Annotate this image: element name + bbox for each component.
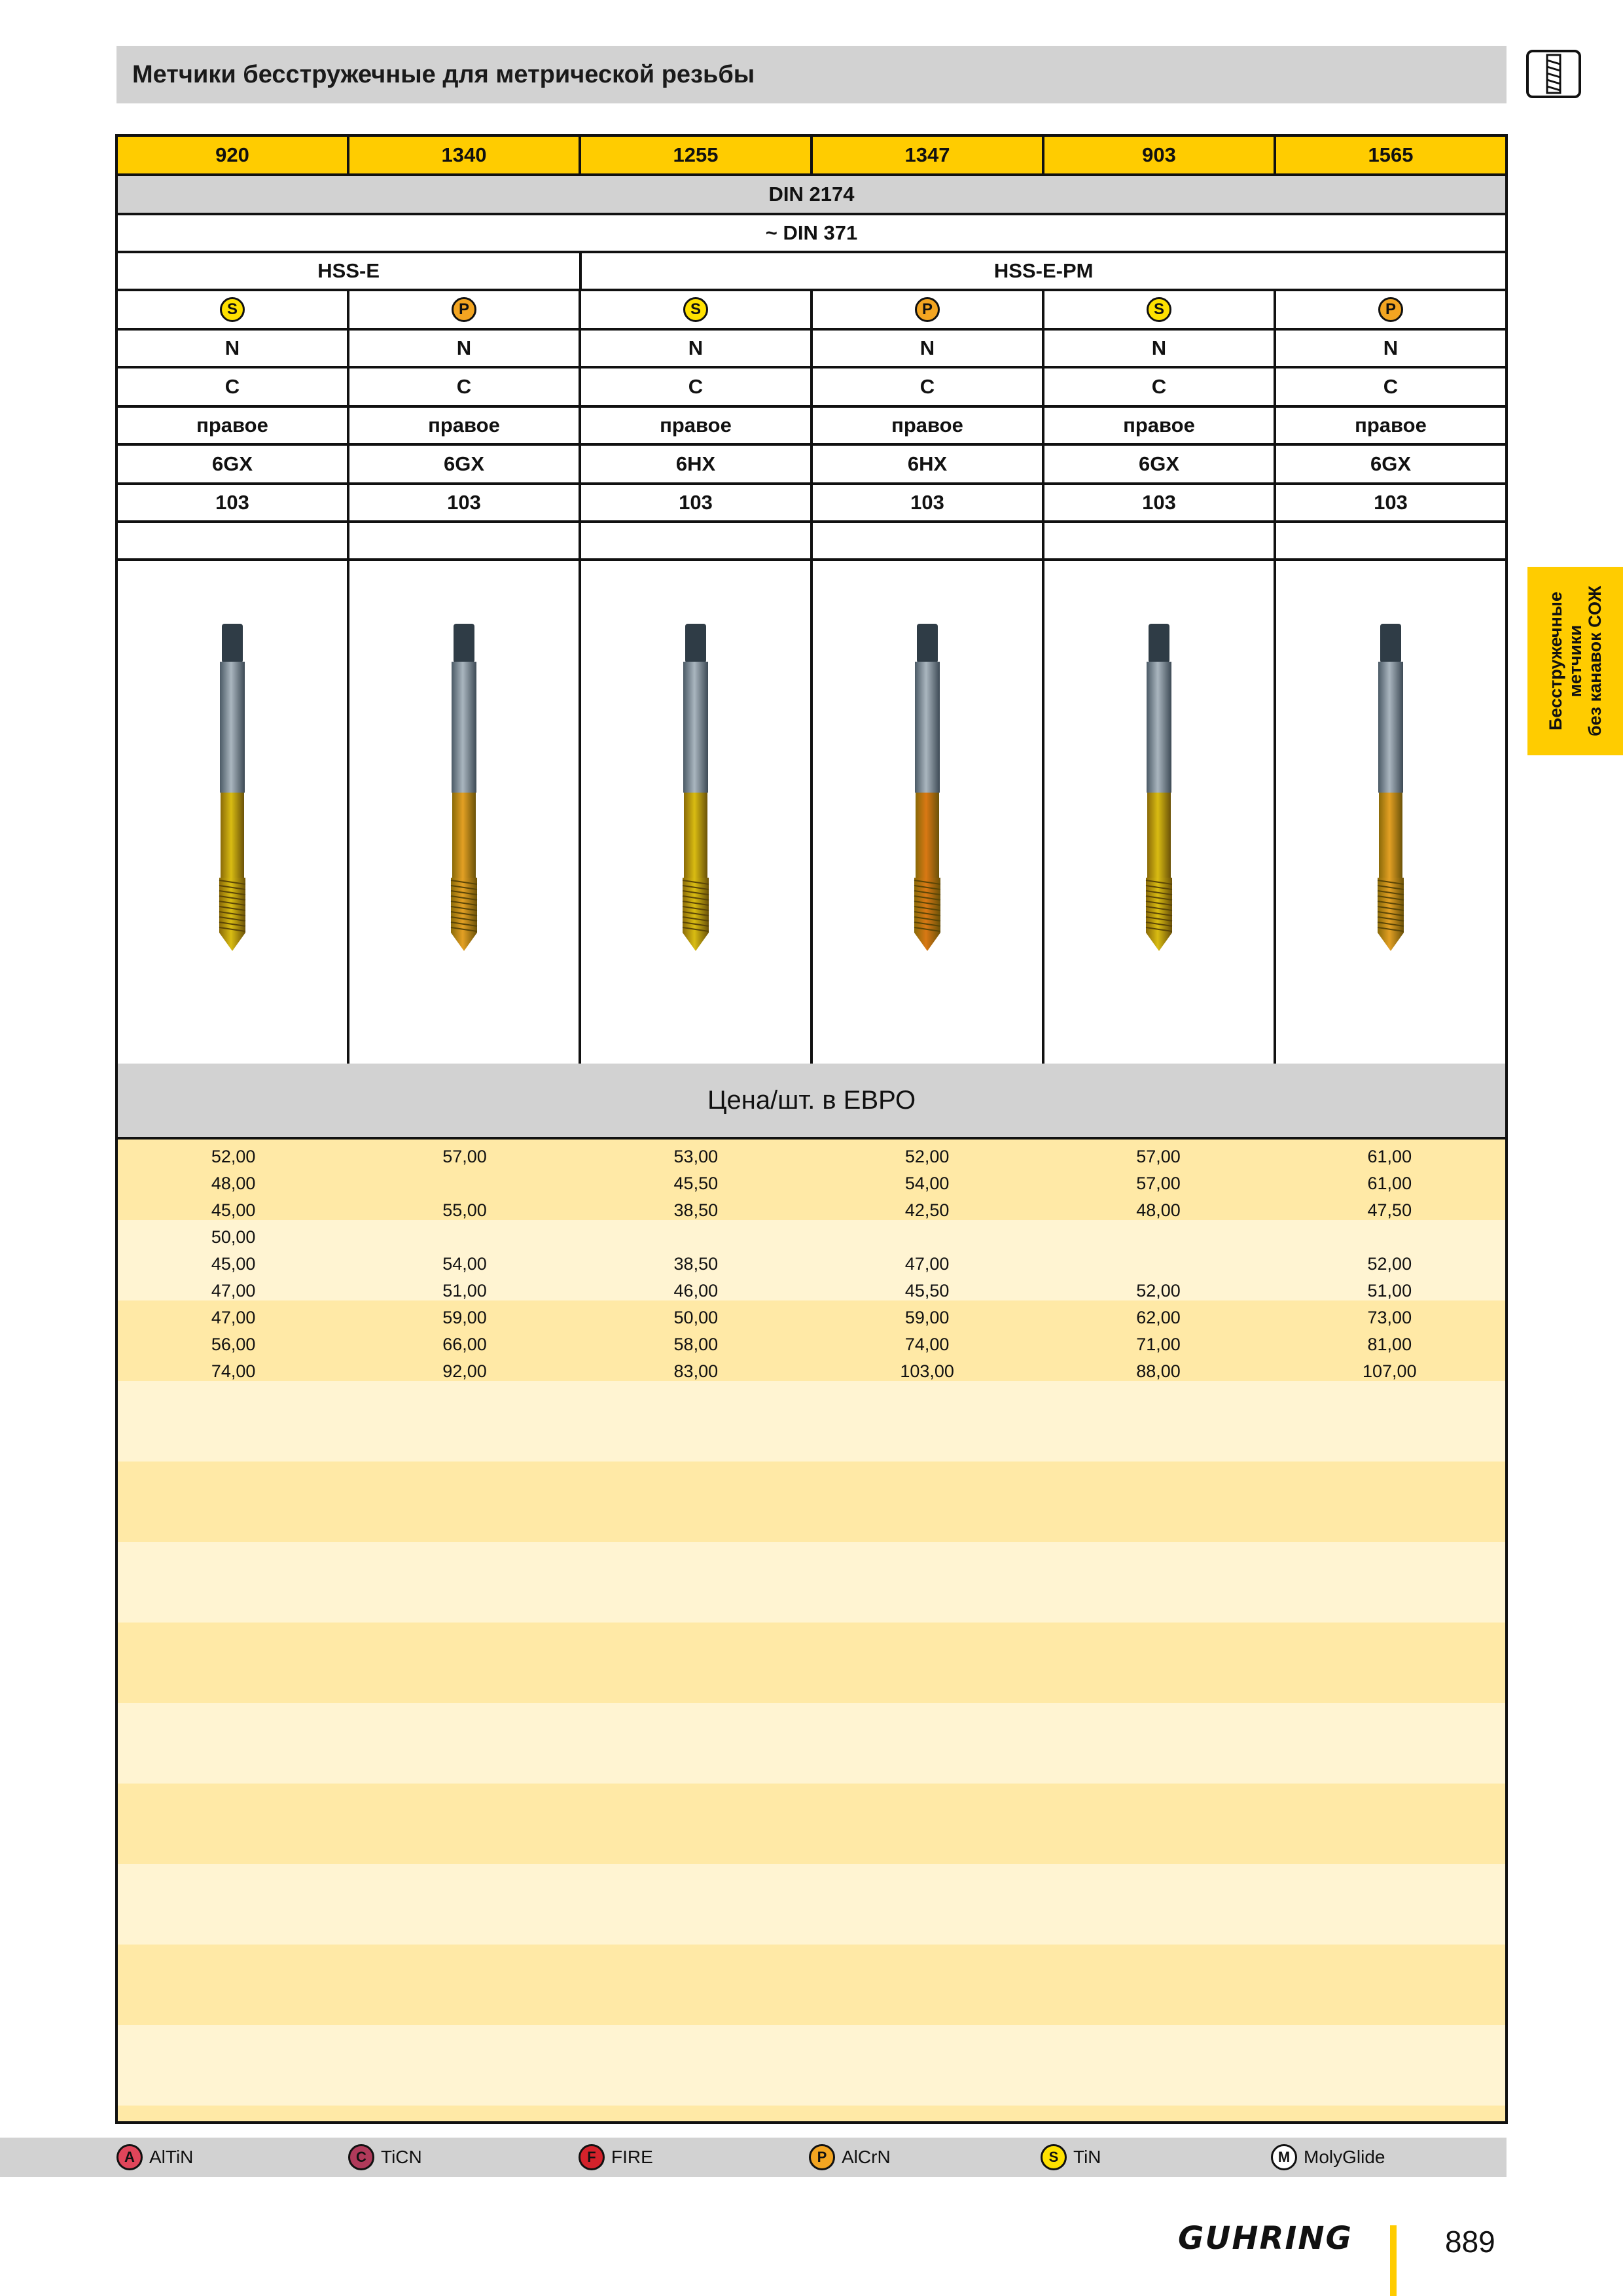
tool-type: N [118, 331, 349, 366]
legend-label: AlTiN [149, 2147, 194, 2167]
page-ref-link[interactable]: 103 [118, 485, 349, 520]
empty-cell [1044, 523, 1276, 558]
price-cell: 61,00 [1367, 1174, 1412, 1193]
price-cell [349, 1170, 580, 1197]
similar-standard-row [118, 215, 1505, 253]
price-cell: 45,00 [211, 1254, 256, 1274]
coating-badge-alcrn-icon: P [1378, 297, 1403, 322]
price-cell [580, 1224, 812, 1251]
section-tab-line: метчики [1565, 624, 1585, 698]
standard-row [118, 176, 1505, 215]
price-band [118, 1945, 1505, 2025]
price-band [118, 1623, 1505, 1703]
legend-label: TiCN [381, 2147, 422, 2167]
tap-tool-image [673, 624, 719, 951]
legend-item [348, 2141, 422, 2174]
price-cell: 107,00 [1363, 1361, 1417, 1381]
price-row [118, 1331, 1505, 1358]
price-cell: 54,00 [442, 1254, 487, 1274]
coating-molyglide-icon: M [1271, 2144, 1297, 2170]
tool-type: N [349, 331, 581, 366]
tolerance-value: 6GX [1370, 452, 1412, 475]
coating-badge-alcrn-icon: P [915, 297, 940, 322]
price-band [118, 2025, 1505, 2106]
direction-value: правое [1044, 408, 1276, 443]
coating-badge-tin-icon: S [220, 297, 245, 322]
legend-item [809, 2141, 891, 2174]
price-cell: 57,00 [1136, 1147, 1181, 1166]
page-number-rule [1390, 2225, 1397, 2296]
article-number: 1255 [581, 137, 813, 173]
page-ref-link[interactable]: 103 [1044, 485, 1276, 520]
legend-item [1041, 2141, 1101, 2174]
tolerance-value: 6HX [581, 446, 813, 482]
product-table [115, 134, 1508, 2124]
price-cell: 48,00 [211, 1174, 256, 1193]
price-cell [1043, 1224, 1274, 1251]
tool-image-cell [349, 561, 581, 1064]
legend-label: TiN [1073, 2147, 1101, 2167]
price-row [118, 1143, 1505, 1170]
price-band [118, 1462, 1505, 1542]
tap-tool-image [1136, 624, 1182, 951]
price-cell: 52,00 [904, 1147, 950, 1166]
price-cell: 50,00 [673, 1308, 719, 1327]
article-number: 1565 [1368, 143, 1414, 166]
tool-type: N [581, 331, 813, 366]
article-number: 903 [1044, 137, 1276, 173]
standard-label: DIN 2174 [768, 183, 855, 206]
price-cell: 47,00 [211, 1281, 256, 1300]
price-cell: 66,00 [442, 1335, 487, 1354]
section-tab-line: без канавок СОЖ [1585, 585, 1605, 737]
price-cell: 51,00 [1367, 1281, 1412, 1300]
empty-cell [349, 523, 581, 558]
tool-image-cell [1276, 561, 1505, 1064]
price-cell: 57,00 [442, 1147, 487, 1166]
page-ref-link[interactable]: 103 [349, 485, 581, 520]
legend-label: MolyGlide [1304, 2147, 1385, 2167]
empty-cell [581, 523, 813, 558]
material-row [118, 253, 1505, 291]
price-cell: 81,00 [1367, 1335, 1412, 1354]
price-row [118, 1170, 1505, 1197]
direction-value: правое [813, 408, 1044, 443]
price-cell: 38,50 [673, 1254, 719, 1274]
material-label: HSS-E-PM [993, 259, 1094, 282]
empty-cell [1276, 523, 1505, 558]
direction-row [118, 408, 1505, 446]
price-cell: 45,50 [904, 1281, 950, 1300]
coating-tin-icon: S [1041, 2144, 1067, 2170]
price-cell: 55,00 [442, 1200, 487, 1220]
price-cell: 74,00 [211, 1361, 256, 1381]
price-cell: 53,00 [673, 1147, 719, 1166]
article-number: 1340 [349, 137, 581, 173]
price-row [118, 1278, 1505, 1304]
direction-value: правое [581, 408, 813, 443]
material-label: HSS-E [118, 253, 582, 289]
brand-logo: GUHRING [1178, 2220, 1353, 2257]
tool-image-cell [581, 561, 813, 1064]
price-cell: 45,50 [673, 1174, 719, 1193]
article-number: 1347 [813, 137, 1044, 173]
price-band [118, 2106, 1505, 2121]
empty-row [118, 523, 1505, 561]
page-ref-row [118, 485, 1505, 523]
price-cell: 62,00 [1136, 1308, 1181, 1327]
tolerance-value: 6GX [1044, 446, 1276, 482]
tap-tool-image [209, 624, 255, 951]
tool-type: N [813, 331, 1044, 366]
coating-badge-tin-icon: S [1147, 297, 1171, 322]
price-band [118, 1703, 1505, 1784]
legend-label: AlCrN [842, 2147, 891, 2167]
coating-ticn-icon: C [348, 2144, 374, 2170]
price-band [118, 1784, 1505, 1864]
price-cell: 59,00 [904, 1308, 950, 1327]
page-number: 889 [1445, 2225, 1495, 2259]
price-cell: 92,00 [442, 1361, 487, 1381]
coating-alcrn-icon: P [809, 2144, 835, 2170]
coating-altin-icon: A [116, 2144, 143, 2170]
tolerance-value: 6GX [349, 446, 581, 482]
price-cell: 42,50 [904, 1200, 950, 1220]
empty-cell [813, 523, 1044, 558]
page-title: Метчики бесстружечные для метрической резьбы [116, 46, 1507, 103]
price-cell: 88,00 [1136, 1361, 1181, 1381]
price-cell: 51,00 [442, 1281, 487, 1300]
price-band [118, 1864, 1505, 1945]
tap-tool-icon [1525, 47, 1582, 99]
tool-image-cell [1044, 561, 1276, 1064]
legend-label: FIRE [611, 2147, 653, 2167]
price-row [118, 1304, 1505, 1331]
price-cell [349, 1224, 580, 1251]
coating-row [118, 291, 1505, 331]
price-cell: 50,00 [211, 1227, 256, 1247]
form-value: C [1383, 375, 1399, 398]
direction-value: правое [349, 408, 581, 443]
price-row [118, 1251, 1505, 1278]
price-cell: 83,00 [673, 1361, 719, 1381]
tolerance-value: 6HX [813, 446, 1044, 482]
tool-image-cell [118, 561, 349, 1064]
section-tab[interactable] [1527, 567, 1623, 755]
price-cell [1043, 1251, 1274, 1278]
form-value: C [1044, 368, 1276, 405]
price-cell: 52,00 [1367, 1254, 1412, 1274]
form-value: C [349, 368, 581, 405]
price-cell: 47,00 [211, 1308, 256, 1327]
tap-tool-image [904, 624, 950, 951]
article-number-row [118, 137, 1505, 176]
tool-type-row [118, 331, 1505, 368]
tool-type: N [1383, 336, 1399, 359]
price-row [118, 1197, 1505, 1224]
price-cell: 57,00 [1136, 1174, 1181, 1193]
price-row [118, 1224, 1505, 1251]
tool-type: N [1044, 331, 1276, 366]
price-cell: 47,00 [904, 1254, 950, 1274]
page-ref-link[interactable]: 103 [1374, 491, 1408, 514]
price-cell: 52,00 [1136, 1281, 1181, 1300]
price-cell: 38,50 [673, 1200, 719, 1220]
section-tab-line: Бесстружечные [1546, 592, 1565, 730]
form-row [118, 368, 1505, 408]
price-cell: 54,00 [904, 1174, 950, 1193]
legend-item [579, 2141, 653, 2174]
price-band [118, 1542, 1505, 1623]
price-row [118, 1358, 1505, 1385]
legend-item [116, 2141, 193, 2174]
similar-standard-label: ~ DIN 371 [765, 221, 858, 244]
empty-cell [118, 523, 349, 558]
price-cell: 74,00 [904, 1335, 950, 1354]
price-cell: 47,50 [1367, 1200, 1412, 1220]
price-cell: 73,00 [1367, 1308, 1412, 1327]
tolerance-row [118, 446, 1505, 485]
price-cell: 58,00 [673, 1335, 719, 1354]
tolerance-value: 6GX [118, 446, 349, 482]
form-value: C [813, 368, 1044, 405]
price-header: Цена/шт. в ЕВРО [118, 1064, 1505, 1139]
price-cell: 56,00 [211, 1335, 256, 1354]
price-cell: 103,00 [900, 1361, 954, 1381]
page-ref-link[interactable]: 103 [581, 485, 813, 520]
price-cell: 52,00 [211, 1147, 256, 1166]
form-value: C [581, 368, 813, 405]
direction-value: правое [1355, 414, 1427, 437]
legend-item [1271, 2141, 1385, 2174]
tool-image-row [118, 561, 1505, 1066]
price-band [118, 1381, 1505, 1462]
price-cell [1274, 1224, 1505, 1251]
price-cell: 48,00 [1136, 1200, 1181, 1220]
direction-value: правое [118, 408, 349, 443]
tool-image-cell [813, 561, 1044, 1064]
price-cell: 59,00 [442, 1308, 487, 1327]
page-ref-link[interactable]: 103 [813, 485, 1044, 520]
price-cell: 46,00 [673, 1281, 719, 1300]
price-cell: 45,00 [211, 1200, 256, 1220]
form-value: C [118, 368, 349, 405]
coating-badge-tin-icon: S [683, 297, 708, 322]
coating-fire-icon: F [579, 2144, 605, 2170]
price-cell: 61,00 [1367, 1147, 1412, 1166]
price-cell: 71,00 [1136, 1335, 1181, 1354]
price-cell [812, 1224, 1043, 1251]
coating-badge-alcrn-icon: P [452, 297, 476, 322]
article-number: 920 [118, 137, 349, 173]
tap-tool-image [441, 624, 487, 951]
tap-tool-image [1368, 624, 1414, 951]
